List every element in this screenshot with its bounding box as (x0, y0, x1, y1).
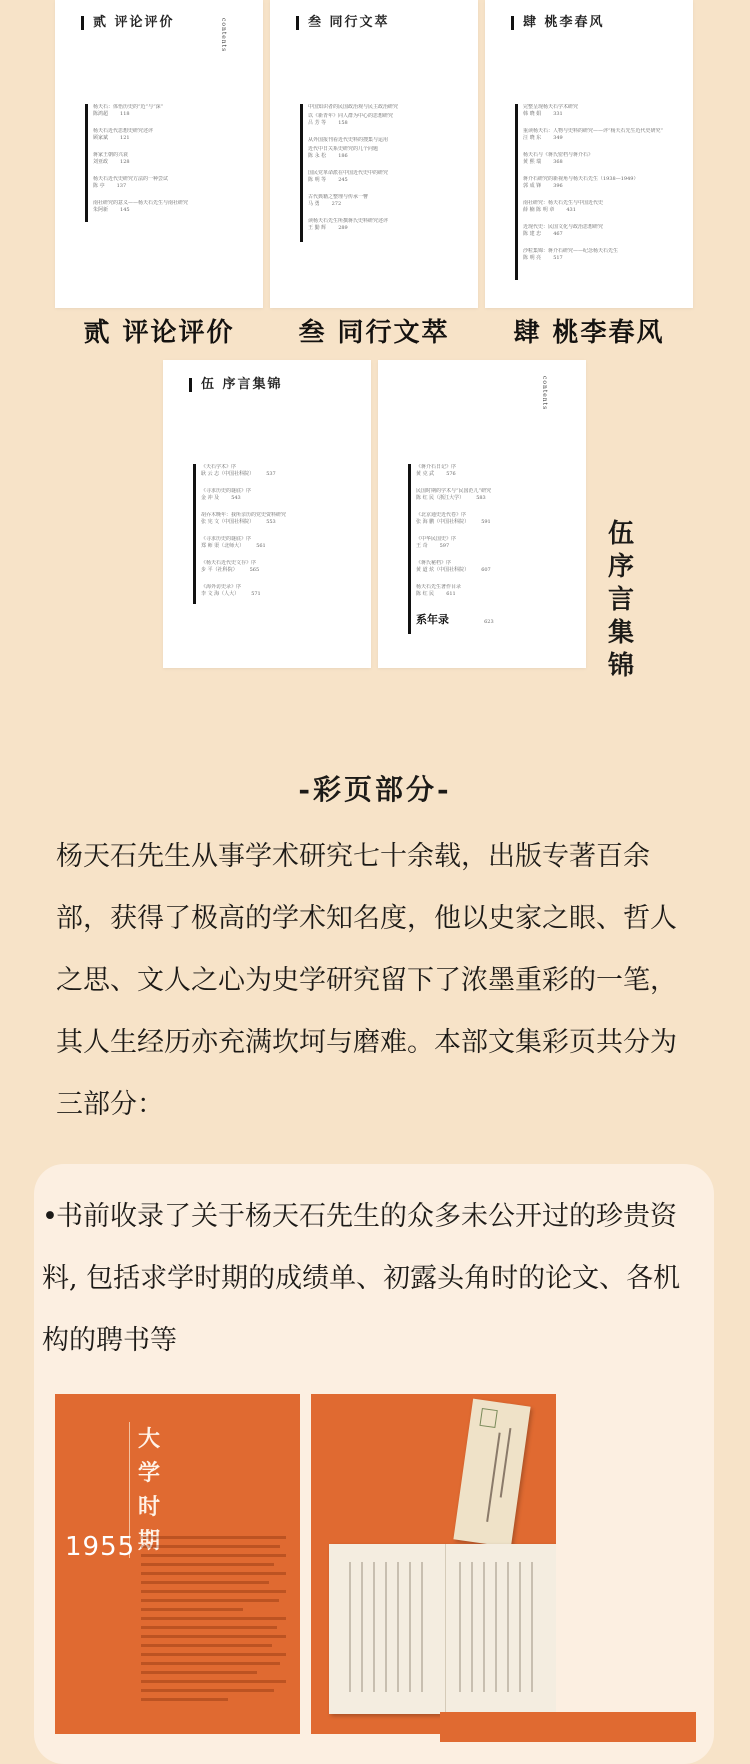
year-label: 1955 (65, 1532, 136, 1562)
toc-card-header: 叁 同行文萃 (296, 16, 390, 30)
toc-divider-bar (300, 104, 303, 242)
contents-vertical-label: contents (541, 376, 548, 411)
toc-list (416, 464, 574, 627)
toc-list (308, 104, 466, 242)
toc-entry: 杨天石与《蒋氏密档与蒋介石》 黄 熙 瑞 368 (523, 152, 594, 165)
intro-paragraph: 杨天石先生从事学术研究七十余载，出版专著百余部，获得了极高的学术知名度，他以史家之眼、哲人之思、文人之心为史学研究留下了浓墨重彩的一笔，其人生经历亦充满坎坷与磨难。本部文集彩页共分为三部分： (56, 841, 677, 1120)
orange-strip-decoration (440, 1712, 696, 1742)
toc-entry: 近代中日关系史研究的几个问题 陈 永 松 186 (308, 146, 379, 159)
toc-entry: 以《新青年》同人群为中心的思想研究 吕 芳 等 158 (308, 113, 394, 126)
letter-document-icon (329, 1544, 556, 1714)
text-lines-decoration (141, 1536, 286, 1707)
toc-divider-bar (408, 464, 411, 634)
toc-entry: 蒋介石研究的新视角与杨天石先生（1938—1949） 郭 成 锋 396 (523, 176, 639, 189)
toc-entry: 《寻求历史的谜底》序 郑 师 渠（北师大） 561 (201, 536, 266, 549)
toc-entry: 《海外访史录》序 李 文 海（人大） 571 (201, 584, 261, 597)
toc-entry: 南社研究：杨天石先生与中国近代史 薛 楠 陈 明 章 431 (523, 200, 604, 213)
toc-entry: 读杨天石先生所撰蒋氏史料研究述评 王 勤 辉 289 (308, 218, 389, 231)
college-period-image (55, 1394, 300, 1734)
toc-entry: 杨天石近代史研究方法的一种尝试 陈 亭 137 (93, 176, 169, 189)
toc-entry: 国民党革命派在中国近代史中的研究 陈 明 等 245 (308, 170, 389, 183)
bullet-item (42, 1186, 702, 1372)
toc-entry: 古代典籍之整理与传承一瞥 马 勇 272 (308, 194, 369, 207)
toc-list (93, 104, 251, 224)
toc-entry: 完整呈现杨天石学术研究 韩 晓 娟 331 (523, 104, 579, 117)
toc-card-students (485, 0, 693, 308)
envelope-icon (453, 1399, 530, 1548)
toc-entry: 《蒋介石日记》序 黄 克 武 576 (416, 464, 457, 477)
toc-card-header: 肆 桃李春风 (511, 16, 605, 30)
toc-card-peers (270, 0, 478, 308)
toc-list (201, 464, 359, 608)
toc-list (523, 104, 681, 272)
toc-entry: 沙粒集锦：蒋介石研究——纪念杨天石先生 陈 明 亮 517 (523, 248, 619, 261)
toc-entry: 重读杨天石：人物与史料的研究——评“杨天石先生近代史研究” 汪 晓 东 349 (523, 128, 664, 141)
toc-divider-bar (515, 104, 518, 280)
toc-entry: 《蒋氏秘档》序 黄 道 炫（中国社科院） 607 (416, 560, 491, 573)
contents-vertical-label: contents (220, 18, 227, 53)
bullet-text: 书前收录了关于杨天石先生的众多未公开过的珍贵资料, 包括求学时期的成绩单、初露头角时的论文、各机构的聘书等 (42, 1201, 681, 1356)
toc-entry: 南社研究的意义——杨天石先生与南社研究 朱阿新 145 (93, 200, 189, 213)
toc-entry: 《寻求历史的谜底》序 金 冲 及 543 (201, 488, 252, 501)
caption-peers: 叁 同行文萃 (298, 318, 450, 348)
toc-entry: 杨天石先生著作目录 陈 红 民 611 (416, 584, 462, 597)
toc-card-continued (378, 360, 586, 668)
toc-entry: 《天石学术》序 耿 云 志（中国社科院） 537 (201, 464, 276, 477)
toc-card-header: 贰 评论评价 (81, 16, 175, 30)
toc-entry: 中国知识者的民国政治观与民主政治研究 (308, 104, 399, 110)
caption-review: 贰 评论评价 (83, 318, 235, 348)
section-title: -彩页部分- (298, 773, 452, 806)
letters-image (311, 1394, 556, 1734)
toc-footer-entry (416, 608, 574, 627)
toc-footer-page: 623 (484, 619, 494, 625)
toc-entry: 杨天石：体悟历史的“近”与“深” 陈鸿超 118 (93, 104, 164, 117)
bullet-dot-icon: • (42, 1201, 58, 1232)
toc-entry: 蒋家王朝的兴衰 刘亚政 128 (93, 152, 130, 165)
toc-footer-title: 系年录 (416, 613, 449, 626)
toc-entry: 近现代史：民国文化与政治思想研究 陈 建 忠 467 (523, 224, 604, 237)
caption-prefaces-vertical: 伍序言集锦 (607, 519, 634, 681)
toc-entry: 民国时期的学术与“民国范儿”研究 陈 红 民（浙江大学） 583 (416, 488, 492, 501)
toc-card-header: 伍 序言集锦 (189, 378, 283, 392)
toc-divider-bar (85, 104, 88, 222)
toc-entry: 杨天石近代思想史研究述评 顾家斌 121 (93, 128, 154, 141)
toc-divider-bar (193, 464, 196, 604)
toc-entry: 《北京通史近代卷》序 张 海 鹏（中国社科院） 591 (416, 512, 491, 525)
caption-students: 肆 桃李春风 (513, 318, 665, 348)
toc-entry: 胡乔木晚年：我所亲历的党史资料研究 张 宪 文（中国社科院） 553 (201, 512, 287, 525)
toc-card-prefaces (163, 360, 371, 668)
toc-entry: 《杨天石近代史文存》序 步 平（社科院） 565 (201, 560, 260, 573)
toc-card-review (55, 0, 263, 308)
toc-entry: 从外国报刊看近代史料的搜集与运用 (308, 137, 389, 143)
college-period-title: 大学时期 (129, 1422, 170, 1558)
toc-entry: 《中华民国史》序 王 奇 597 (416, 536, 457, 549)
